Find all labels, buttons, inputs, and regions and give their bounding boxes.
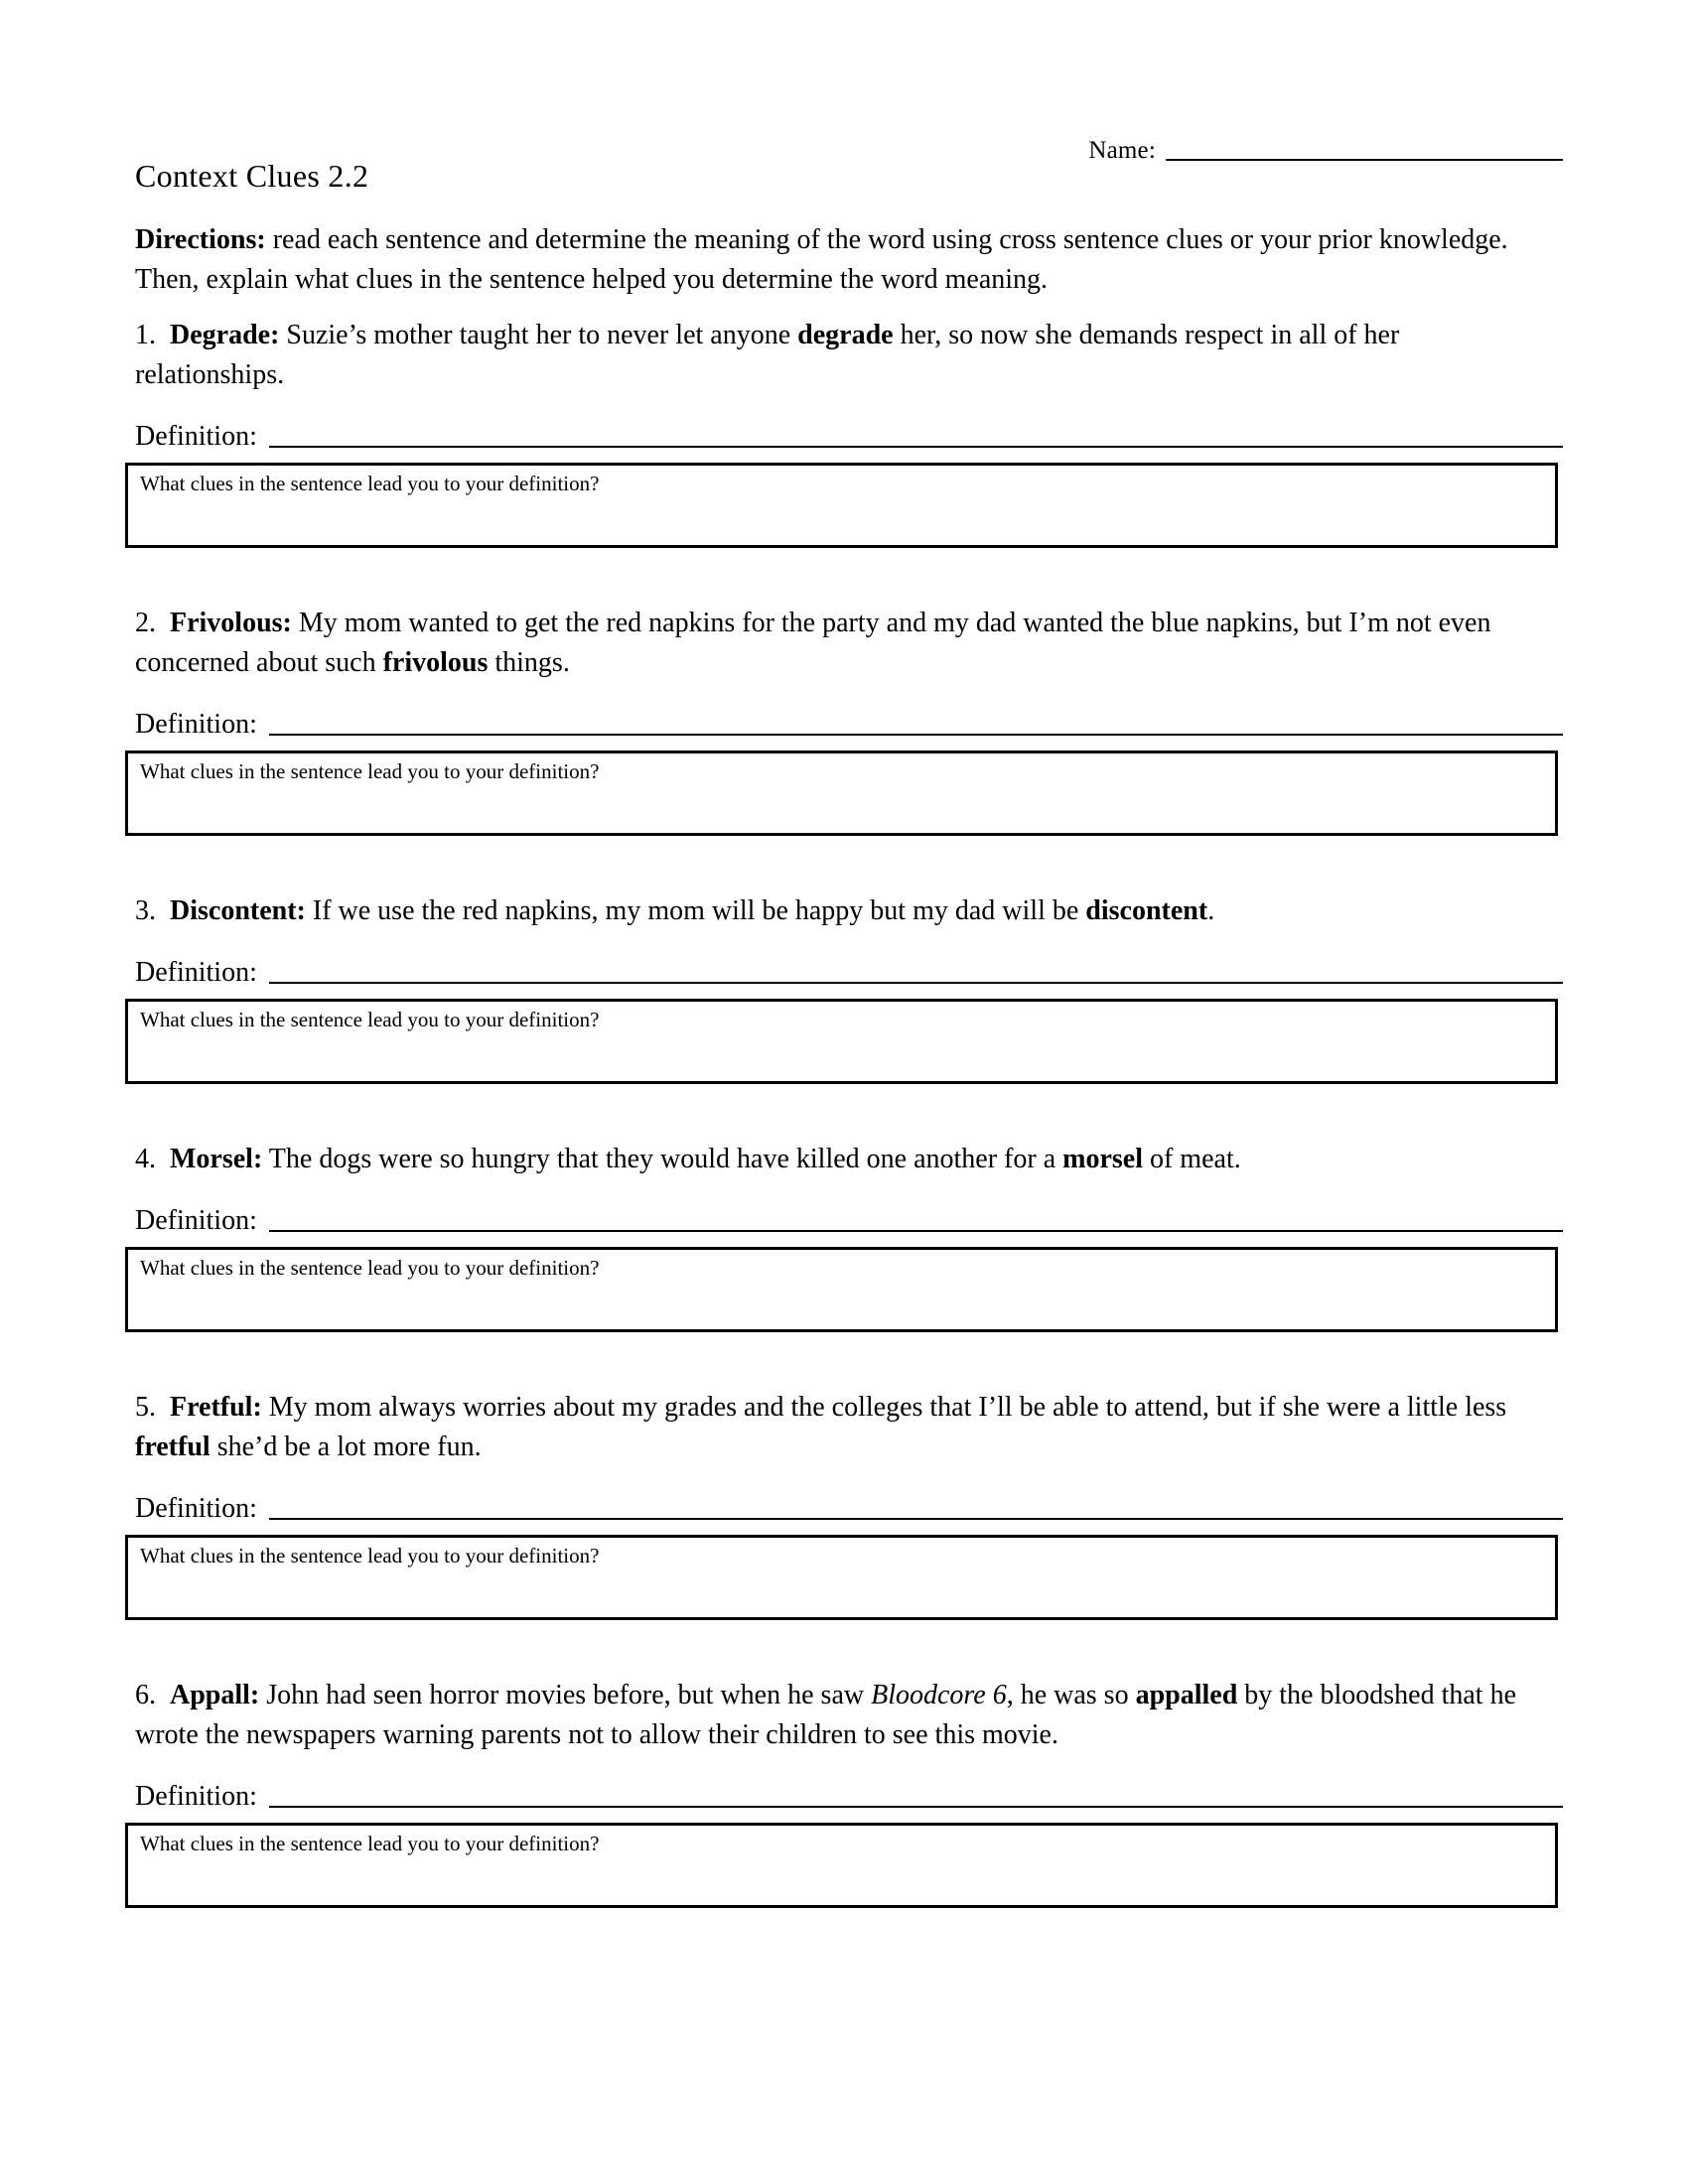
sentence-text-after: . bbox=[1207, 895, 1215, 926]
definition-row bbox=[135, 1781, 1563, 1813]
target-word-bold: discontent bbox=[1085, 895, 1208, 926]
clue-prompt-label: What clues in the sentence lead you to your definition? bbox=[140, 1008, 600, 1031]
question-sentence bbox=[135, 1140, 1555, 1179]
question-sentence bbox=[135, 891, 1555, 931]
clue-prompt-label: What clues in the sentence lead you to your definition? bbox=[140, 1256, 600, 1280]
vocabulary-word: Morsel: bbox=[170, 1144, 263, 1174]
directions-paragraph bbox=[135, 220, 1555, 300]
definition-label: Definition: bbox=[135, 1205, 257, 1236]
sentence-text-after: things. bbox=[488, 647, 570, 678]
question-number: 4. bbox=[135, 1144, 156, 1174]
target-word-bold: frivolous bbox=[382, 647, 489, 678]
directions-label: Directions: bbox=[135, 224, 266, 255]
clue-answer-box[interactable] bbox=[125, 1535, 1558, 1620]
sentence-text-middle: , he was so bbox=[1006, 1680, 1136, 1710]
vocabulary-word: Degrade: bbox=[170, 320, 280, 350]
sentence-text-before: John had seen horror movies before, but when he saw bbox=[259, 1680, 872, 1710]
definition-write-in-line[interactable] bbox=[269, 1518, 1563, 1520]
sentence-text-after: of meat. bbox=[1142, 1144, 1241, 1174]
clue-answer-box[interactable] bbox=[125, 999, 1558, 1084]
definition-row bbox=[135, 709, 1563, 741]
question-sentence bbox=[135, 604, 1555, 683]
definition-write-in-line[interactable] bbox=[269, 734, 1563, 736]
definition-label: Definition: bbox=[135, 1493, 257, 1524]
clue-answer-box[interactable] bbox=[125, 1823, 1558, 1908]
vocabulary-word: Appall: bbox=[170, 1680, 260, 1710]
target-word-bold: morsel bbox=[1062, 1144, 1143, 1174]
question-item bbox=[125, 1676, 1563, 1908]
clue-prompt-label: What clues in the sentence lead you to your definition? bbox=[140, 1832, 600, 1855]
definition-row bbox=[135, 957, 1563, 989]
question-sentence bbox=[135, 1676, 1555, 1755]
sentence-text-after: she’d be a lot more fun. bbox=[210, 1432, 482, 1462]
sentence-text-after: her, so now she demands respect in all of her relationships. bbox=[135, 320, 1400, 390]
clue-prompt-label: What clues in the sentence lead you to your definition? bbox=[140, 759, 600, 783]
clue-prompt-label: What clues in the sentence lead you to your definition? bbox=[140, 1544, 600, 1568]
vocabulary-word: Frivolous: bbox=[170, 608, 292, 638]
definition-write-in-line[interactable] bbox=[269, 982, 1563, 984]
clue-prompt-label: What clues in the sentence lead you to your definition? bbox=[140, 472, 600, 495]
definition-label: Definition: bbox=[135, 1781, 257, 1812]
italic-movie-title: Bloodcore 6 bbox=[871, 1680, 1007, 1710]
clue-answer-box[interactable] bbox=[125, 751, 1558, 836]
clue-answer-box[interactable] bbox=[125, 1247, 1558, 1332]
directions-text: read each sentence and determine the meaning of the word using cross sentence clues or your prior knowledge. Then, explain what clues in the sentence helped you determine the word meaning. bbox=[135, 224, 1508, 295]
question-number: 2. bbox=[135, 608, 156, 638]
question-sentence bbox=[135, 316, 1555, 395]
target-word-bold: fretful bbox=[135, 1432, 211, 1462]
vocabulary-word: Discontent: bbox=[170, 895, 306, 926]
question-item bbox=[125, 1140, 1563, 1332]
name-label: Name: bbox=[1088, 137, 1156, 164]
question-item bbox=[125, 1388, 1563, 1620]
definition-label: Definition: bbox=[135, 957, 257, 988]
question-sentence bbox=[135, 1388, 1555, 1467]
question-number: 6. bbox=[135, 1680, 156, 1710]
question-number: 5. bbox=[135, 1392, 156, 1423]
question-item bbox=[125, 316, 1563, 548]
sentence-text-before: The dogs were so hungry that they would have killed one another for a bbox=[262, 1144, 1063, 1174]
target-word-bold: degrade bbox=[797, 320, 894, 350]
sentence-text-before: My mom wanted to get the red napkins for the party and my dad wanted the blue napkins, but I’m not even concerned about such bbox=[135, 608, 1491, 678]
sentence-text-before: If we use the red napkins, my mom will be happy but my dad will be bbox=[305, 895, 1086, 926]
sentence-text-before: My mom always worries about my grades and the colleges that I’ll be able to attend, but if she were a little less bbox=[261, 1392, 1507, 1423]
vocabulary-word: Fretful: bbox=[170, 1392, 262, 1423]
definition-label: Definition: bbox=[135, 421, 257, 452]
target-word-bold: appalled bbox=[1135, 1680, 1238, 1710]
sentence-text-before: Suzie’s mother taught her to never let anyone bbox=[279, 320, 798, 350]
definition-row bbox=[135, 1205, 1563, 1237]
definition-row bbox=[135, 1493, 1563, 1525]
definition-label: Definition: bbox=[135, 709, 257, 740]
question-item bbox=[125, 604, 1563, 836]
question-number: 3. bbox=[135, 895, 156, 926]
definition-write-in-line[interactable] bbox=[269, 1230, 1563, 1232]
question-item bbox=[125, 891, 1563, 1084]
definition-write-in-line[interactable] bbox=[269, 1806, 1563, 1808]
question-number: 1. bbox=[135, 320, 156, 350]
name-write-in-line[interactable] bbox=[1166, 159, 1563, 161]
definition-row bbox=[135, 421, 1563, 453]
sentence-text-after: by the bloodshed that he wrote the newspapers warning parents not to allow their children to see this movie. bbox=[135, 1680, 1517, 1750]
definition-write-in-line[interactable] bbox=[269, 446, 1563, 448]
clue-answer-box[interactable] bbox=[125, 463, 1558, 548]
page-title: Context Clues 2.2 bbox=[135, 158, 369, 194]
